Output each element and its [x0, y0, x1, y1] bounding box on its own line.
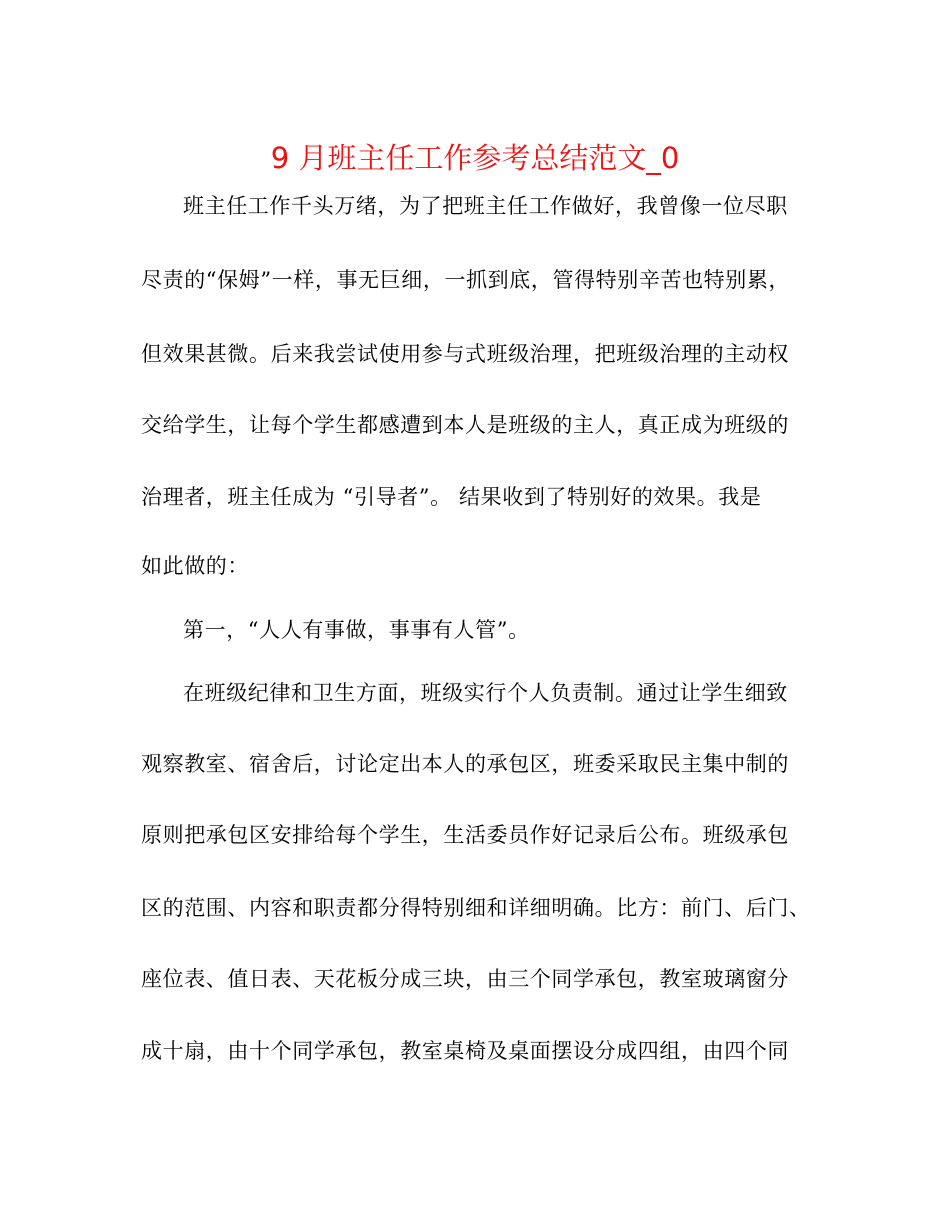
paragraph-line: 区的范围、内容和职责都分得特别细和详细明确。比方：前门、后门、	[141, 896, 811, 920]
paragraph-line: 尽责的“保姆”一样，事无巨细，一抓到底，管得特别辛苦也特别累，	[141, 268, 791, 292]
paragraph-line: 座位表、值日表、天花板分成三块，由三个同学承包，教室玻璃窗分	[141, 967, 789, 991]
paragraph-line: 在班级纪律和卫生方面，班级实行个人负责制。通过让学生细致	[183, 681, 788, 705]
paragraph-line: 成十扇，由十个同学承包，教室桌椅及桌面摆设分成四组，由四个同	[141, 1039, 789, 1063]
document-title: 9 月班主任工作参考总结范文_0	[270, 141, 680, 175]
paragraph-line: 治理者，班主任成为 “引导者”。 结果收到了特别好的效果。我是	[141, 485, 762, 509]
paragraph-line: 如此做的：	[141, 554, 249, 578]
paragraph-line: 第一，“人人有事做，事事有人管”。	[183, 618, 530, 642]
paragraph-line: 观察教室、宿舍后，讨论定出本人的承包区，班委采取民主集中制的	[141, 752, 789, 776]
paragraph-line: 原则把承包区安排给每个学生，生活委员作好记录后公布。班级承包	[141, 823, 789, 847]
paragraph-line: 交给学生，让每个学生都感遭到本人是班级的主人，真正成为班级的	[141, 413, 789, 437]
paragraph-line: 但效果甚微。后来我尝试使用参与式班级治理，把班级治理的主动权	[141, 342, 789, 366]
paragraph-line: 班主任工作千头万绪，为了把班主任工作做好，我曾像一位尽职	[183, 194, 788, 218]
